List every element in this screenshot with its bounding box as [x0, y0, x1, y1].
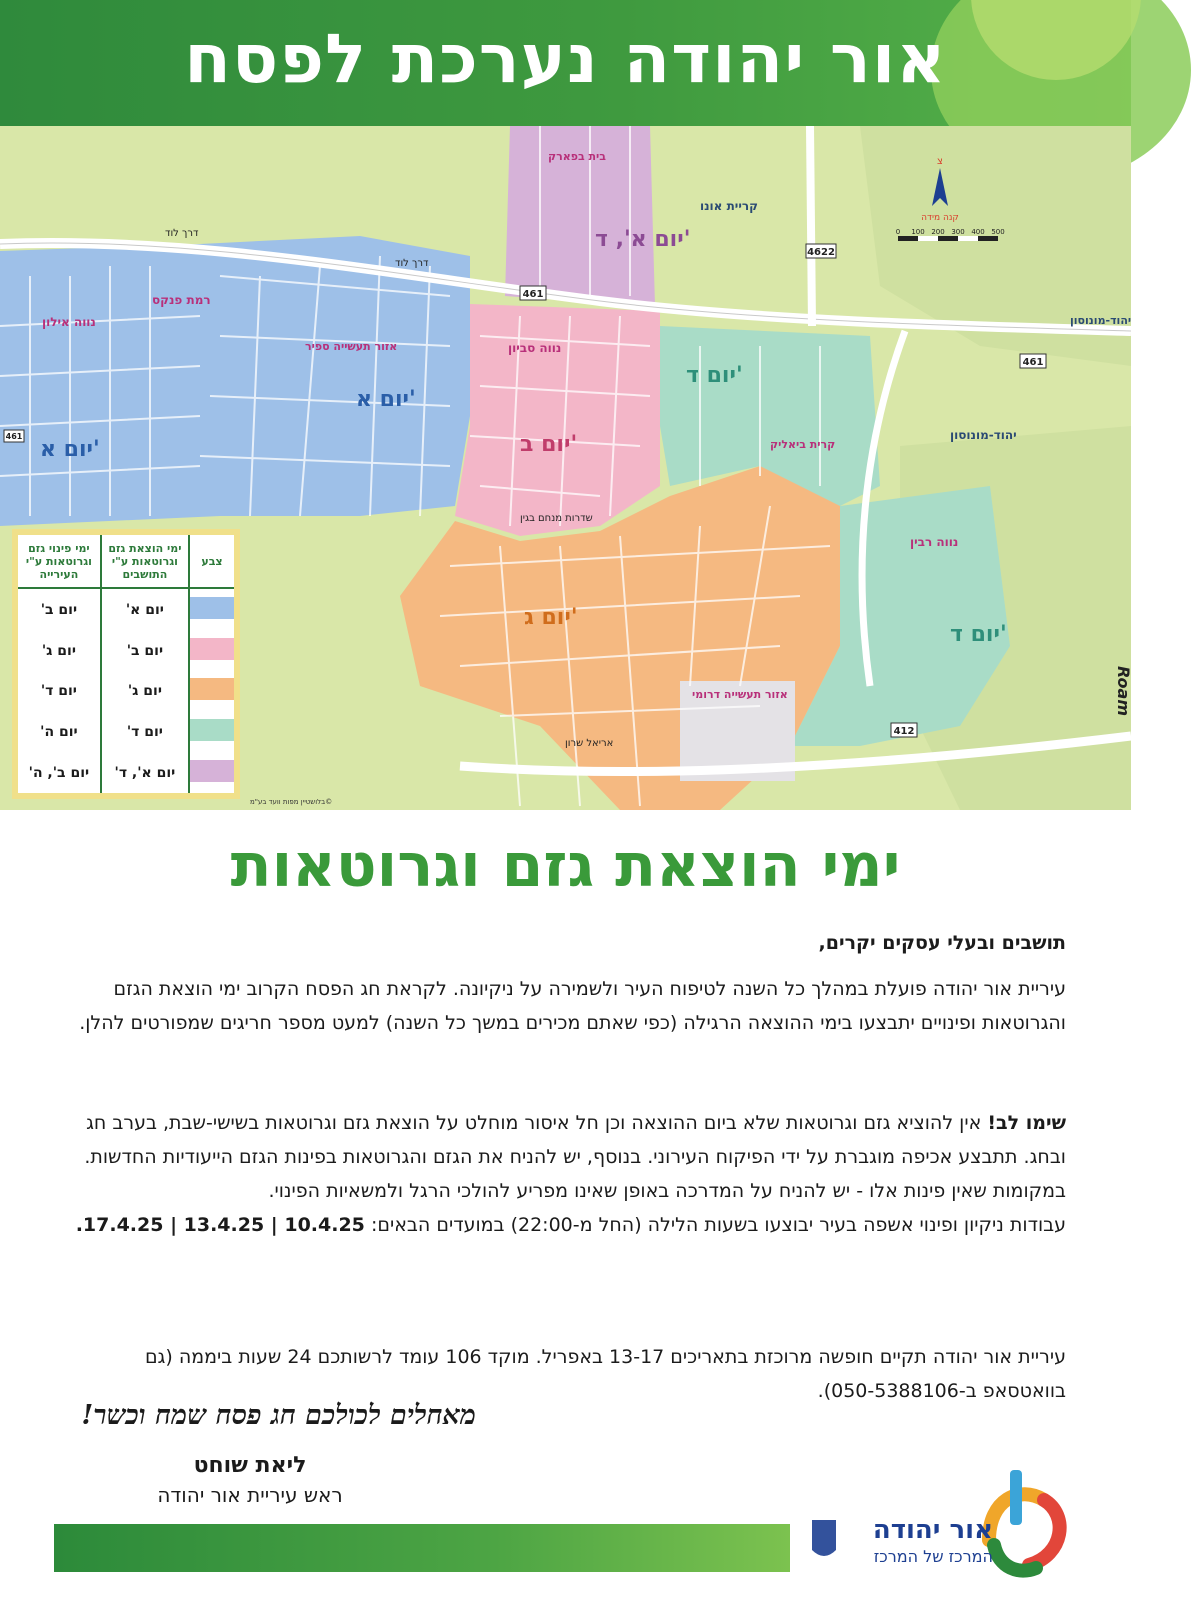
road-derech-lod-2-label: דרך לוד — [395, 258, 429, 269]
route-4622-label: 4622 — [807, 247, 835, 258]
section-title: ימי הוצאת גזם וגרוטאות — [230, 831, 901, 901]
legend-color-cell — [189, 630, 234, 671]
legend-residents-day: יום א' — [101, 588, 189, 630]
legend-city-day: יום ה' — [18, 712, 101, 753]
neighborhood-yehud-label: יהוד-מונוסון — [1070, 314, 1132, 327]
page-title: אור יהודה נערכת לפסח — [184, 20, 947, 99]
zone-label-blue-2: יום א' — [356, 387, 416, 412]
route-461-c-label: 461 — [5, 432, 23, 441]
signer-title: ראש עיריית אור יהודה — [157, 1483, 343, 1507]
neighborhood-ramat-pinkas-label: רמת פנקס — [152, 293, 211, 307]
cleaning-dates: 10.4.25 | 13.4.25 | 17.4.25. — [75, 1214, 365, 1236]
letter-greeting: תושבים ובעלי עסקים יקרים, — [818, 932, 1066, 954]
neighborhood-beit-bapark-label: בית בפארק — [548, 150, 606, 163]
legend-city-day: יום ב', ה' — [18, 752, 101, 793]
neighborhood-yehud-2-label: יהוד-מונוסון — [950, 428, 1017, 442]
zone-label-teal-1: יום ד' — [686, 363, 743, 388]
legend-row — [18, 712, 234, 753]
footer-bar — [54, 1524, 790, 1572]
zone-pink — [455, 304, 660, 536]
header-banner — [0, 0, 1131, 126]
legend-row — [18, 752, 234, 793]
neighborhood-neve-savyon-label: נווה סביון — [508, 341, 562, 355]
letter-paragraph-2 — [64, 1106, 1066, 1242]
legend-color-cell — [189, 671, 234, 712]
legend-color-cell — [189, 588, 234, 630]
zone-label-blue-1: יום א' — [40, 437, 100, 462]
logo-name: אור יהודה — [872, 1515, 993, 1545]
legend-grid — [18, 535, 234, 793]
legend-residents-day: יום ד' — [101, 712, 189, 753]
legend-color-cell — [189, 752, 234, 793]
scale-label: קנה מידה — [921, 213, 959, 223]
legend-row — [18, 588, 234, 630]
scale-tick-1: 100 — [911, 228, 925, 236]
map-credit: ©בלושטיין מפות וועד בע"מ — [250, 798, 333, 806]
legend-swatch — [190, 638, 234, 660]
notice-text: אין להוציא גזם וגרוטאות שלא ביום ההוצאה וכן חל איסור מוחלט על הוצאת גזם וגרוטאות בשישי-שבת, בערב חג ובחג. תתבצע אכיפה מוגברת על ידי הפיקוח העירוני. בנוסף, יש להניח את הגזם והגרוטאות בפינות הגזם הייעודיות החדשות. במקומות שאין פינות אלו - יש להניח על המדרכה באופן שאינו מפריע להולכי הרגל ולמשאיות הפינוי. — [84, 1112, 1066, 1202]
zone-label-pink: יום ב' — [520, 432, 578, 457]
road-ariel-sharon-label: אריאל שרון — [565, 738, 614, 749]
neighborhood-ezor-taasiya-darom-label: אזור תעשייה דרומי — [692, 688, 788, 701]
letter-paragraph-3: עיריית אור יהודה תקיים חופשה מרוכזת בתאריכים 13-17 באפריל. מוקד 106 עומד לרשותכם 24 שעות ביממה (גם בוואטסאפ ב-050-5388106). — [144, 1346, 1066, 1402]
legend-residents-day: יום א', ד' — [101, 752, 189, 793]
neighborhood-kiryat-bialik-label: קרית ביאליק — [770, 438, 836, 451]
map-watermark: Roam — [1114, 666, 1133, 716]
logo-tagline: המרכז של המרכז — [873, 1547, 993, 1566]
legend-row — [18, 630, 234, 671]
route-461-label: 461 — [522, 289, 544, 300]
cleaning-schedule-text: עבודות ניקיון ופינוי אשפה בעיר יבוצעו בשעות הלילה (החל מ-22:00) במועדים הבאים: — [370, 1214, 1066, 1236]
legend-city-day: יום ד' — [18, 671, 101, 712]
legend-swatch — [190, 719, 234, 741]
legend-swatch — [190, 597, 234, 619]
legend-city-day: יום ב' — [18, 588, 101, 630]
notice-lead: שימו לב! — [987, 1112, 1066, 1134]
letter-paragraph-1: עיריית אור יהודה פועלת במהלך כל השנה לטיפוח העיר ולשמירה על ניקיונה. לקראת חג הפסח הקרוב ימי הוצאת הגזם והגרוטאות ופינויים יתבצעו בימי ההוצאה הרגילה (כפי שאתם מכירים במשך כל השנה) למעט מספר חריגים שמפורטים להלן. — [79, 978, 1066, 1034]
legend-header-color: צבע — [189, 535, 234, 588]
legend-swatch — [190, 678, 234, 700]
signer-name: ליאת שוחט — [193, 1453, 307, 1478]
legend-city-day: יום ג' — [18, 630, 101, 671]
scale-tick-5: 500 — [991, 228, 1005, 236]
neighborhood-neve-rabin-label: נווה רבין — [910, 535, 959, 549]
route-461-b-label: 461 — [1022, 357, 1044, 368]
legend-header-residents: ימי הוצאת גזם וגרוטאות ע"י התושבים — [101, 535, 189, 588]
zone-label-orange: יום ג' — [524, 605, 578, 630]
legend-body — [18, 588, 234, 793]
legend-table — [12, 529, 240, 799]
zone-label-purple-1: יום א', ד' — [595, 227, 691, 252]
neighborhood-ganei-yehuda-label: נווה אילון — [42, 315, 96, 329]
scale-tick-3: 300 — [951, 228, 965, 236]
legend-residents-day: יום ג' — [101, 671, 189, 712]
neighborhood-ezor-taasiya-safir-label: אזור תעשייה ספיר — [305, 340, 398, 353]
legend-residents-day: יום ב' — [101, 630, 189, 671]
scale-tick-2: 200 — [931, 228, 945, 236]
legend-swatch — [190, 760, 234, 782]
legend-color-cell — [189, 712, 234, 753]
road-begin-label: שדרות מנחם בגין — [520, 513, 593, 524]
scale-tick-0: 0 — [895, 228, 901, 236]
holiday-greeting: מאחלים לכולכם חג פסח שמח וכשר! — [81, 1400, 476, 1431]
compass-north-label: צ — [937, 156, 943, 167]
road-derech-lod-label: דרך לוד — [165, 228, 199, 239]
legend-row — [18, 671, 234, 712]
neighborhood-kiryat-ono-label: קריית אונו — [700, 199, 758, 213]
legend-header-city: ימי פינוי גזם וגרוטאות ע"י העירייה — [18, 535, 101, 588]
zone-label-teal-2: יום ד' — [950, 622, 1007, 647]
route-412-label: 412 — [893, 726, 915, 737]
scale-tick-4: 400 — [971, 228, 985, 236]
